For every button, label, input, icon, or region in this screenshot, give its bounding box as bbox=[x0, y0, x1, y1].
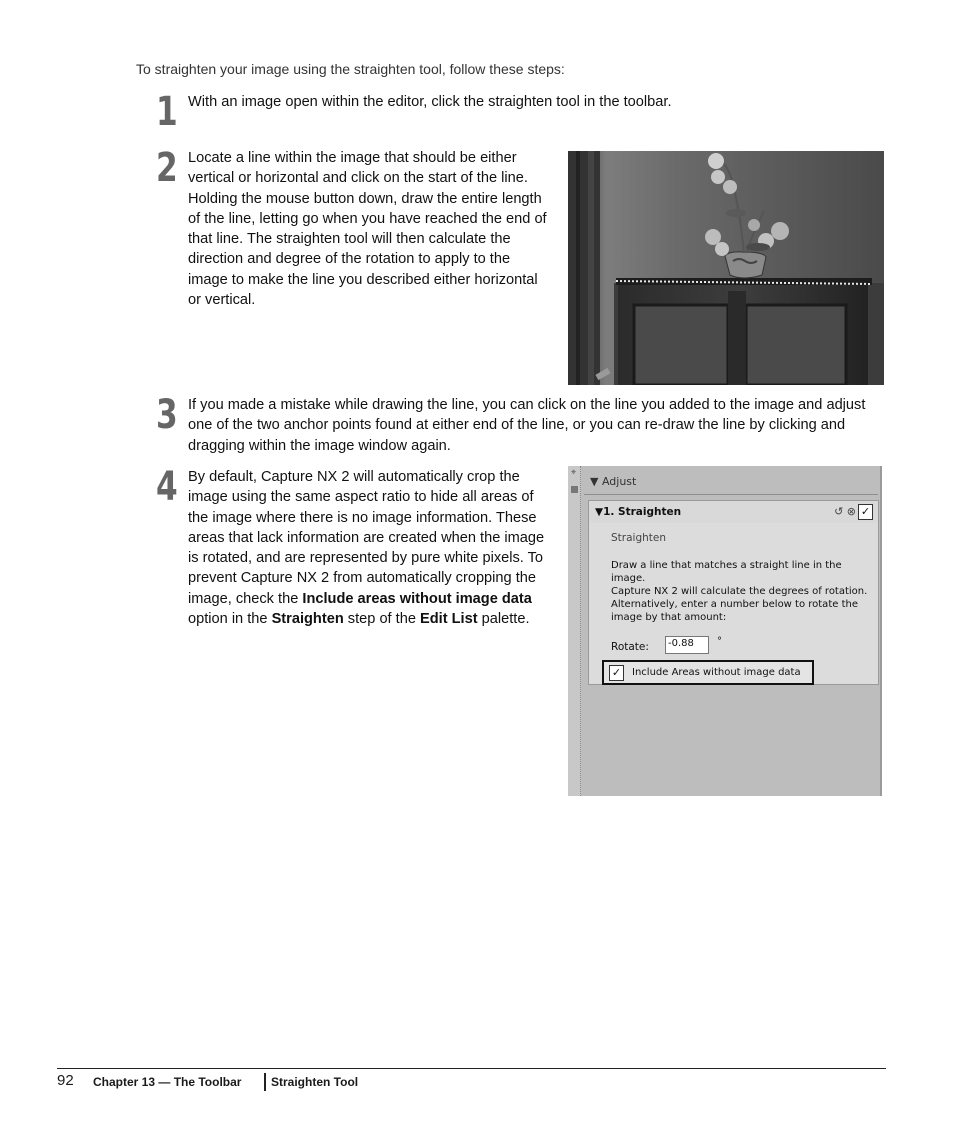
step-4-bold-include: Include areas without image data bbox=[302, 590, 532, 607]
step-4-text-d: palette. bbox=[477, 611, 530, 628]
section-title: Straighten Tool bbox=[271, 1075, 359, 1089]
description-line: Draw a line that matches a straight line in the bbox=[611, 560, 842, 571]
adjust-label: Adjust bbox=[601, 475, 637, 488]
pin-icon: ⌖ bbox=[571, 468, 577, 478]
step-action-icons bbox=[834, 505, 856, 518]
step-2-text: Locate a line within the image that should be either vertical or horizontal and click on the start of the line. Holding the mouse button down, draw the entire length of the line, letting go when you have reached the end of that line. The straighten tool will then calculate the direction and degree of the rotation to apply to the image to make the line you described either horizontal or vertical. bbox=[188, 150, 547, 309]
straighten-step-title bbox=[595, 506, 681, 518]
page-number: 92 bbox=[57, 1072, 74, 1089]
panel-side-strip bbox=[568, 466, 581, 796]
include-areas-checkbox[interactable]: ✓ bbox=[609, 665, 624, 681]
description-line: Capture NX 2 will calculate the degrees of rotation. bbox=[611, 586, 868, 597]
include-areas-label: Include Areas without image data bbox=[632, 667, 801, 678]
degree-symbol: ° bbox=[717, 636, 722, 647]
collapse-icon bbox=[571, 486, 578, 493]
include-areas-option[interactable] bbox=[602, 660, 814, 685]
step-4-bold-edit-list: Edit List bbox=[420, 611, 478, 628]
cabinet-orchid-photo bbox=[568, 151, 884, 385]
step-number-4: 4 bbox=[156, 464, 178, 510]
description-line: image by that amount: bbox=[611, 612, 727, 623]
step-number-3: 3 bbox=[156, 392, 178, 438]
step-number-2: 2 bbox=[156, 145, 178, 191]
triangle-down-icon: ▼ bbox=[590, 475, 599, 488]
triangle-down-icon: ▼ bbox=[595, 506, 604, 518]
straighten-step-header[interactable] bbox=[588, 500, 879, 524]
chapter-title: Chapter 13 — The Toolbar bbox=[93, 1075, 242, 1089]
footer-separator bbox=[264, 1073, 266, 1091]
step-4-text bbox=[188, 467, 554, 629]
step-4-text-b: option in the bbox=[188, 611, 272, 628]
straighten-step-label: 1. Straighten bbox=[603, 506, 682, 518]
adjust-divider bbox=[584, 494, 878, 495]
panel-right-edge bbox=[880, 466, 882, 796]
adjust-section-header[interactable] bbox=[590, 475, 636, 488]
rotate-input[interactable]: -0.88 bbox=[665, 636, 709, 654]
footer-rule bbox=[57, 1068, 886, 1069]
step-subtitle: Straighten bbox=[611, 532, 667, 544]
description-line: Alternatively, enter a number below to rotate the bbox=[611, 599, 858, 610]
step-number-1: 1 bbox=[156, 89, 178, 135]
step-3-text: If you made a mistake while drawing the line, you can click on the line you added to the image and adjust one of the two anchor points found at either end of the line, or you can re-draw the line by clicking and dragging within the image window again. bbox=[188, 397, 866, 454]
edit-list-panel bbox=[568, 466, 882, 796]
step-4-bold-straighten: Straighten bbox=[271, 611, 344, 628]
description-line: image. bbox=[611, 573, 646, 584]
delete-icon[interactable]: ⊗ bbox=[846, 505, 856, 518]
step-description bbox=[611, 559, 879, 624]
rotate-label: Rotate: bbox=[611, 641, 649, 653]
intro-text: To straighten your image using the straighten tool, follow these steps: bbox=[136, 61, 565, 77]
step-4-text-a: By default, Capture NX 2 will automatically crop the image using the same aspect ratio to hide all areas of the image where there is no image information. These areas that lack information are created when the image is rotated, and are represented by pure white pixels. To prevent Capture NX 2 from automatically cropping the image, check the bbox=[188, 469, 545, 607]
step-1-text: With an image open within the editor, click the straighten tool in the toolbar. bbox=[188, 94, 672, 110]
step-4-text-c: step of the bbox=[343, 611, 421, 628]
reset-icon[interactable]: ↺ bbox=[834, 505, 844, 518]
step-enable-checkbox[interactable]: ✓ bbox=[858, 504, 873, 520]
